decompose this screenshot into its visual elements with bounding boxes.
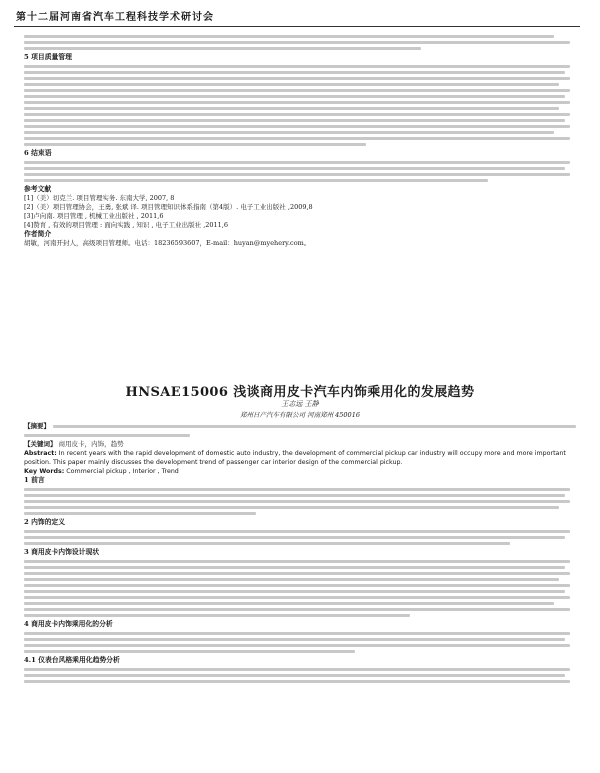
running-header: 第十二届河南省汽车工程科技学术研讨会 [16,12,214,23]
abstract-en [24,449,576,467]
body-text-line [24,125,570,128]
paper-title: HNSAE15006 浅谈商用皮卡汽车内饰乘用化的发展趋势 [125,385,475,400]
body-text-line [24,674,565,677]
body-text-line [24,113,570,116]
body-text-line [24,488,570,491]
body-text-line [24,161,570,164]
body-text-line [24,578,559,581]
body-text-line [24,536,565,539]
paper-body [24,422,576,686]
keywords-en-label: Key Words: [24,468,65,475]
body-text-line [24,77,570,80]
body-text-line [24,41,570,44]
upper-column [24,32,576,248]
body-text-line [24,65,570,68]
body-text-line [24,101,570,104]
body-text-line [24,95,565,98]
body-text-line [24,542,510,545]
body-text-line [24,560,570,563]
reference-item: [3]卢向南. 项目管理 , 机械工业出版社 , 2011,6 [24,212,164,220]
body-text-line [24,650,355,653]
body-text-line [24,131,554,134]
body-text-line [24,506,559,509]
body-text-line [24,584,570,587]
references-heading: 参考文献 [24,185,52,193]
section-heading: 4 商用皮卡内饰乘用化的分析 [24,620,113,628]
body-text-line [24,434,190,437]
body-text-line [24,566,565,569]
body-text-line [24,572,570,575]
section-heading: 3 商用皮卡内饰设计现状 [24,548,100,556]
body-text-line [24,137,570,140]
abstract-cn-label: 【摘要】 [24,422,50,430]
section-heading: 5 项目质量管理 [24,53,72,61]
paper-affiliation: 郑州日产汽车有限公司 河南郑州 450016 [240,411,360,419]
body-text-line [24,179,488,182]
body-text-line [24,602,554,605]
body-text-line [24,89,570,92]
abstract-en-label: Abstract: [24,450,57,457]
body-text-line [24,167,565,170]
paper-authors: 王志远 王静 [281,400,319,408]
body-text-line [24,590,565,593]
reference-item: [1]（美）切克兰. 项目管理实务. 东南大学, 2007, 8 [24,194,175,202]
body-text-line [53,425,576,428]
abstract-en-text: In recent years with the rapid development of domestic auto industry, the development of commercial pickup car industry will occupy more and more important position. This paper mainly discusses the development trend of passenger car interior design of the commercial pickup. [24,450,566,466]
body-text-line [24,638,565,641]
body-text-line [24,632,570,635]
keywords-cn: 商用皮卡，内饰，趋势 [58,440,124,448]
reference-item: [2]（美）项目管理协会，王勇, 张斌 译. 项目管理知识体系指南（第4版）. 电子工业出版社 ,2009,8 [24,203,313,211]
section-heading: 6 结束语 [24,149,52,157]
body-text-line [24,596,570,599]
body-text-line [24,83,559,86]
body-text-line [24,494,565,497]
body-text-line [24,500,570,503]
body-text-line [24,173,570,176]
body-text-line [24,668,570,671]
body-text-line [24,107,559,110]
keywords-cn-label: 【关键词】 [24,440,57,448]
keywords-en: Commercial pickup , Interior , Trend [66,468,179,475]
body-text-line [24,512,256,515]
section-heading: 2 内饰的定义 [24,518,66,526]
body-text-line [24,680,570,683]
section-heading: 4.1 仪表台风格乘用化趋势分析 [24,656,120,664]
section-heading: 1 前言 [24,476,45,484]
body-text-line [24,71,565,74]
body-text-line [24,608,570,611]
body-text-line [24,47,421,50]
body-text-line [24,614,410,617]
body-text-line [24,143,366,146]
body-text-line [24,644,570,647]
reference-item: [4]赞育 , 有效的项目管理 : 面向实践 , 知识 , 电子工业出版社 ,2011,6 [24,221,229,229]
header-rule [14,26,580,27]
body-text-line [24,35,554,38]
body-text-line [24,119,565,122]
author-info: 胡敏，河南开封人，高级项目管理师。电话：18236593607，E-mail：huyan@myehery.com。 [24,239,311,247]
author-heading: 作者简介 [24,230,52,238]
body-text-line [24,530,570,533]
